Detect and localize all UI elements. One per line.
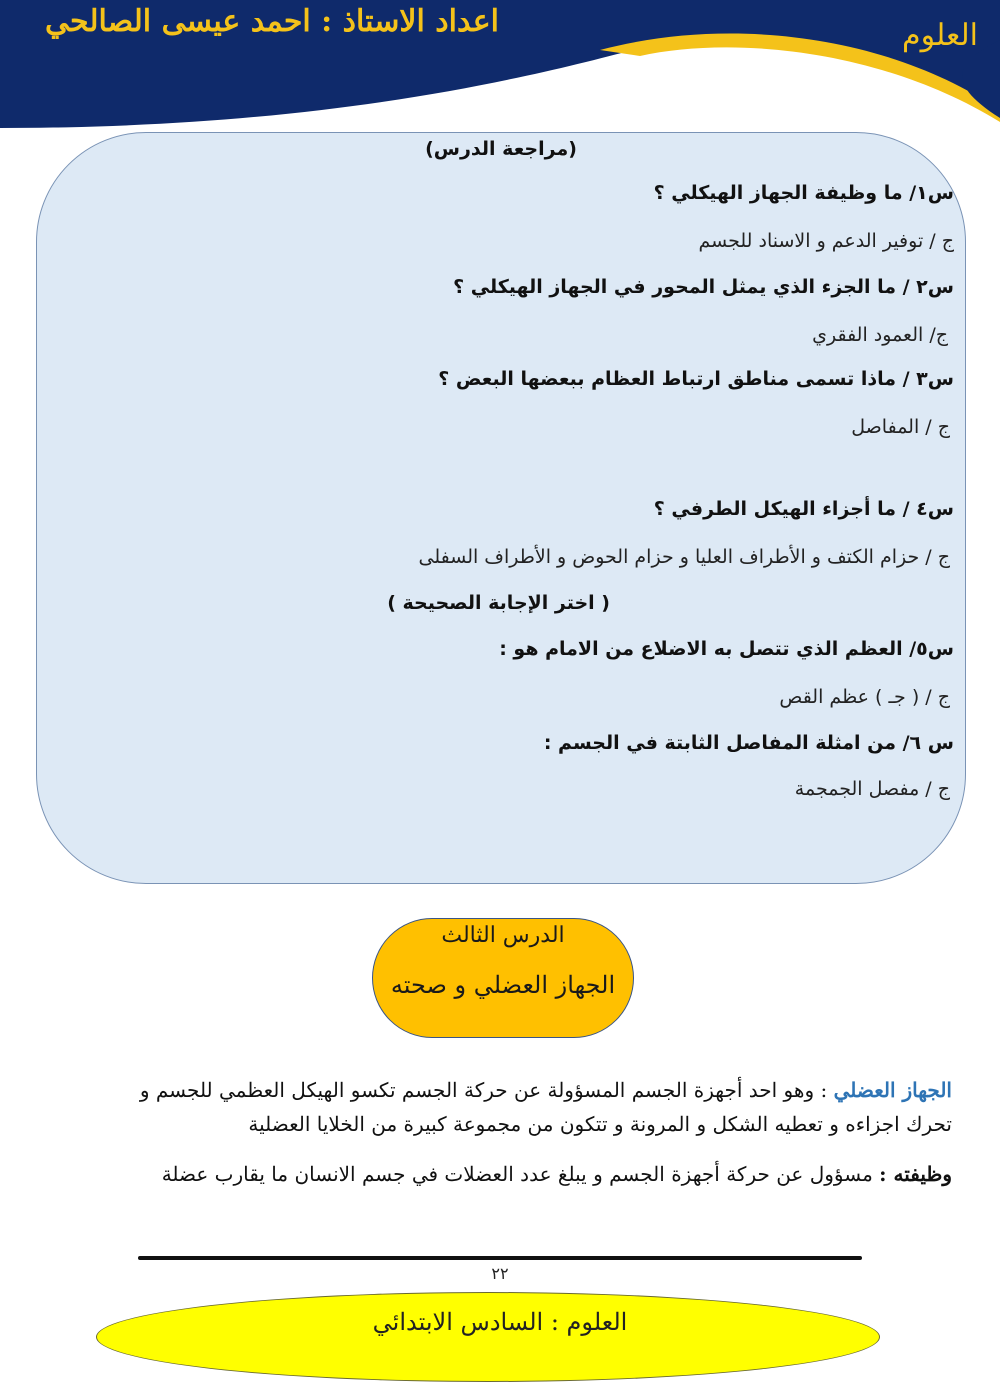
header-author: اعداد الاستاذ : احمد عيسى الصالحي [45,4,499,39]
answer-6: ج / مفصل الجمجمة [794,778,950,800]
question-5: س٥/ العظم الذي تتصل به الاضلاع من الامام هو : [499,638,954,660]
function-term: وظيفته : [879,1162,952,1186]
lesson-title-pill [372,918,634,1038]
definition-text: : وهو احد أجهزة الجسم المسؤولة عن حركة الجسم تكسو الهيكل العظمي للجسم و [139,1078,834,1102]
definition-continuation: تحرك اجزاءه و تعطيه الشكل و المرونة و تتكون من مجموعة كبيرة من الخلايا العضلية [248,1112,952,1136]
choose-heading: ( اختر الإجابة الصحيحة ) [387,592,610,614]
definition-paragraph [140,1078,952,1102]
answer-4: ج / حزام الكتف و الأطراف العليا و حزام الحوض و الأطراف السفلى [418,546,950,568]
definition-term: الجهاز العضلي [833,1078,952,1102]
page-number: ٢٢ [491,1264,509,1283]
function-paragraph [162,1162,952,1186]
question-2: س٢ / ما الجزء الذي يمثل المحور في الجهاز الهيكلي ؟ [453,276,954,298]
header-subject: العلوم [902,18,978,53]
footer-oval [96,1292,880,1382]
question-3: س٣ / ماذا تسمى مناطق ارتباط العظام ببعضها البعض ؟ [438,368,954,390]
answer-3: ج / المفاصل [851,416,950,438]
review-title: (مراجعة الدرس) [425,138,577,160]
question-6: س ٦/ من امثلة المفاصل الثابتة في الجسم : [543,732,954,754]
footer-label: العلوم : السادس الابتدائي [372,1308,628,1336]
answer-1: ج / توفير الدعم و الاسناد للجسم [698,230,954,252]
question-4: س٤ / ما أجزاء الهيكل الطرفي ؟ [653,498,954,520]
lesson-number: الدرس الثالث [441,923,565,948]
answer-2: ج/ العمود الفقري [812,324,948,346]
answer-5: ج / ( جـ ) عظم القص [779,686,950,708]
function-text: مسؤول عن حركة أجهزة الجسم و يبلغ عدد العضلات في جسم الانسان ما يقارب عضلة [161,1162,880,1186]
lesson-title: الجهاز العضلي و صحته [390,971,616,999]
question-1: س١/ ما وظيفة الجهاز الهيكلي ؟ [653,182,954,204]
footer-divider [138,1256,862,1260]
